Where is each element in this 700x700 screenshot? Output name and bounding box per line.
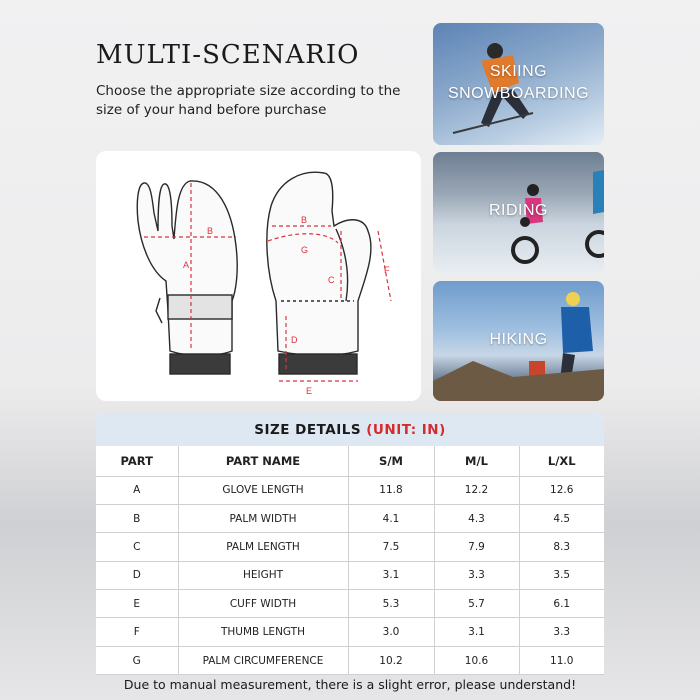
glove-palm-view bbox=[267, 172, 371, 374]
scenario-label-riding: RIDING bbox=[489, 202, 548, 219]
cell-lxl: 3.3 bbox=[519, 618, 604, 646]
label-B2: B bbox=[301, 215, 308, 225]
scenario-riding-card bbox=[433, 152, 604, 273]
glove-back-strap bbox=[156, 298, 162, 323]
scenario-label-skiing bbox=[433, 61, 604, 105]
cell-sm: 3.0 bbox=[348, 618, 434, 646]
cell-part-name: PALM CIRCUMFERENCE bbox=[178, 646, 348, 674]
page-title: MULTI-SCENARIO bbox=[96, 40, 360, 70]
cell-part-name: CUFF WIDTH bbox=[178, 590, 348, 618]
cell-sm: 10.2 bbox=[348, 646, 434, 674]
cell-sm: 3.1 bbox=[348, 561, 434, 589]
glove-palm-outline bbox=[267, 172, 371, 355]
column-header-lxl: L/XL bbox=[519, 446, 604, 476]
cell-lxl: 6.1 bbox=[519, 590, 604, 618]
cell-ml: 3.3 bbox=[434, 561, 519, 589]
cell-part-name: PALM LENGTH bbox=[178, 533, 348, 561]
table-row bbox=[96, 476, 604, 504]
cell-sm: 7.5 bbox=[348, 533, 434, 561]
label-D: D bbox=[291, 335, 298, 345]
cell-ml: 3.1 bbox=[434, 618, 519, 646]
column-header-sm: S/M bbox=[348, 446, 434, 476]
label-E: E bbox=[306, 386, 313, 396]
table-row bbox=[96, 504, 604, 532]
label-G: G bbox=[301, 245, 309, 255]
size-table-unit: (UNIT: IN) bbox=[366, 422, 446, 438]
cell-part: G bbox=[96, 646, 178, 674]
cell-lxl: 4.5 bbox=[519, 504, 604, 532]
cell-part-name: THUMB LENGTH bbox=[178, 618, 348, 646]
cell-sm: 5.3 bbox=[348, 590, 434, 618]
table-row bbox=[96, 590, 604, 618]
scenario-skiing-card bbox=[433, 23, 604, 145]
size-details-table bbox=[96, 414, 604, 675]
size-table-title bbox=[96, 414, 604, 446]
cell-ml: 12.2 bbox=[434, 476, 519, 504]
cell-part-name: PALM WIDTH bbox=[178, 504, 348, 532]
column-header-part-name: PART NAME bbox=[178, 446, 348, 476]
column-header-part: PART bbox=[96, 446, 178, 476]
cell-ml: 10.6 bbox=[434, 646, 519, 674]
size-table-title-text: SIZE DETAILS bbox=[254, 422, 362, 438]
cell-ml: 7.9 bbox=[434, 533, 519, 561]
table-row bbox=[96, 618, 604, 646]
cell-part: E bbox=[96, 590, 178, 618]
cell-lxl: 12.6 bbox=[519, 476, 604, 504]
scenario-label-line1: SKIING bbox=[489, 63, 548, 80]
scenario-hiking-card bbox=[433, 281, 604, 401]
cell-sm: 11.8 bbox=[348, 476, 434, 504]
label-C: C bbox=[328, 275, 335, 285]
cell-part-name: GLOVE LENGTH bbox=[178, 476, 348, 504]
cell-part: D bbox=[96, 561, 178, 589]
column-header-ml: M/L bbox=[434, 446, 519, 476]
label-F: F bbox=[384, 265, 390, 275]
size-table-grid bbox=[96, 446, 604, 675]
cell-part-name: HEIGHT bbox=[178, 561, 348, 589]
glove-measurement-diagram bbox=[96, 151, 421, 401]
glove-back-cuff-ribbing bbox=[170, 354, 230, 374]
glove-palm-cuff-ribbing bbox=[279, 354, 357, 374]
glove-back-view bbox=[137, 181, 237, 374]
table-row bbox=[96, 561, 604, 589]
scenario-label-hiking: HIKING bbox=[489, 331, 548, 348]
glove-diagram-svg bbox=[96, 151, 421, 401]
cell-part: A bbox=[96, 476, 178, 504]
cell-part: F bbox=[96, 618, 178, 646]
cell-part: B bbox=[96, 504, 178, 532]
cell-part: C bbox=[96, 533, 178, 561]
cell-lxl: 8.3 bbox=[519, 533, 604, 561]
table-row bbox=[96, 646, 604, 674]
scenario-label-line2: SNOWBOARDING bbox=[447, 85, 590, 102]
cell-ml: 5.7 bbox=[434, 590, 519, 618]
label-A: A bbox=[183, 260, 190, 270]
table-row bbox=[96, 533, 604, 561]
measurement-disclaimer: Due to manual measurement, there is a slight error, please understand! bbox=[123, 677, 577, 692]
cell-lxl: 3.5 bbox=[519, 561, 604, 589]
cell-ml: 4.3 bbox=[434, 504, 519, 532]
table-header-row bbox=[96, 446, 604, 476]
glove-back-cuff-band bbox=[168, 295, 232, 319]
label-B: B bbox=[207, 226, 214, 236]
cell-lxl: 11.0 bbox=[519, 646, 604, 674]
cell-sm: 4.1 bbox=[348, 504, 434, 532]
page-subtitle: Choose the appropriate size according to the size of your hand before purchase bbox=[96, 83, 401, 118]
